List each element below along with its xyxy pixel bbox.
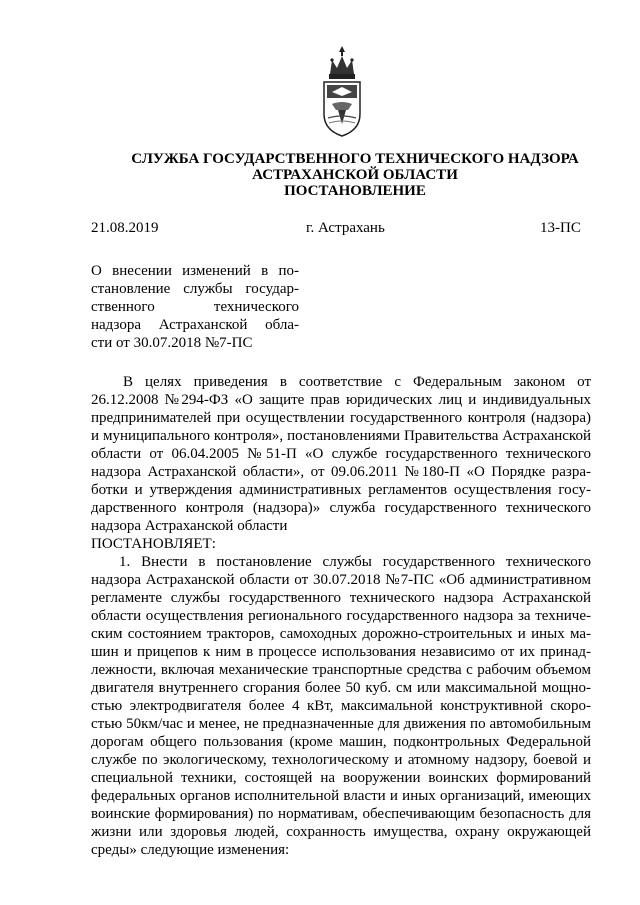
item-line: специальной техники, состоящей на вооружении воинских формирований (91, 770, 591, 786)
region-title: АСТРАХАНСКОЙ ОБЛАСТИ (252, 167, 458, 183)
subject-line: сти от 30.07.2018 №7-ПС (91, 335, 253, 351)
item-line: регламенте службы государственного технического надзора Астраханской (91, 590, 591, 606)
resolves-heading: ПОСТАНОВЛЯЕТ: (91, 536, 216, 552)
preamble-line: области от 06.04.2005 №51-П «О службе государственного технического (91, 446, 591, 462)
item-line: воинские формирования) по нормативам, обеспечивающим безопасность для (91, 806, 591, 822)
subject-line: О внесении изменений в по- (91, 263, 299, 279)
preamble-line: дарственного контроля (надзора)» служба государственного технического (91, 500, 591, 516)
item-line: надзора Астраханской области от 30.07.2018 №7-ПС «Об административном (91, 572, 591, 588)
item-line: стью электродвигателя более 4 кВт, максимальной конструктивной скоро- (91, 698, 591, 714)
item-line: стью 50км/час и менее, не предназначенные для движения по автомобильным (91, 716, 591, 732)
document-body (91, 373, 591, 859)
document-date: 21.08.2019 (91, 220, 159, 236)
item-line: жизни или здоровья людей, сохранность имущества, охрану окружающей (91, 824, 591, 840)
preamble-line: ботки и утверждения административных регламентов осуществления госу- (91, 482, 591, 498)
item-line: среды» следующие изменения: (91, 842, 290, 858)
preamble-line: 26.12.2008 №294-ФЗ «О защите прав юридических лиц и индивидуальных (91, 392, 591, 408)
agency-title: СЛУЖБА ГОСУДАРСТВЕННОГО ТЕХНИЧЕСКОГО НАДЗОРА (131, 151, 579, 167)
preamble-line: надзора Астраханской области (91, 518, 288, 534)
item-line: области осуществления регионального государственного надзора за техниче- (91, 608, 591, 624)
item-line: службе по экологическому, технологическому и атомному надзору, боевой и (91, 752, 591, 768)
item-line: дорогам общего пользования (кроме машин, подконтрольных Федеральной (91, 734, 591, 750)
item-line: федеральных органов исполнительной власти и иных организаций, имеющих (91, 788, 591, 804)
document-type-title: ПОСТАНОВЛЕНИЕ (284, 183, 426, 199)
document-number: 13-ПС (540, 220, 581, 236)
document-subject (91, 262, 299, 352)
preamble-line: надзора Астраханской области», от 09.06.2011 №180-П «О Порядке разра- (91, 464, 591, 480)
item-line: двигателя внутреннего сгорания более 50 куб. см или максимальной мощно- (91, 680, 591, 696)
subject-line: надзора Астраханской обла- (91, 317, 299, 333)
subject-line: становление службы государ- (91, 281, 299, 297)
preamble-line: предпринимателей при осуществлении государственного контроля (надзора) (91, 410, 591, 426)
item-line: лежности, включая механические транспортные средства с рабочим объемом (91, 662, 591, 678)
preamble-line: и муниципального контроля», постановлениями Правительства Астраханской (91, 428, 591, 444)
item-line: шин и прицепов к ним в процессе использования независимо от их принад- (91, 644, 591, 660)
document-place: г. Астрахань (306, 220, 385, 236)
preamble-line: В целях приведения в соответствие с Федеральным законом от (123, 374, 591, 390)
coat-of-arms-emblem (318, 44, 366, 138)
item-line: ским состоянием тракторов, самоходных дорожно-строительных и иных ма- (91, 626, 591, 642)
subject-line: ственного технического (91, 299, 299, 315)
item-line: 1. Внести в постановление службы государственного технического (119, 554, 591, 570)
